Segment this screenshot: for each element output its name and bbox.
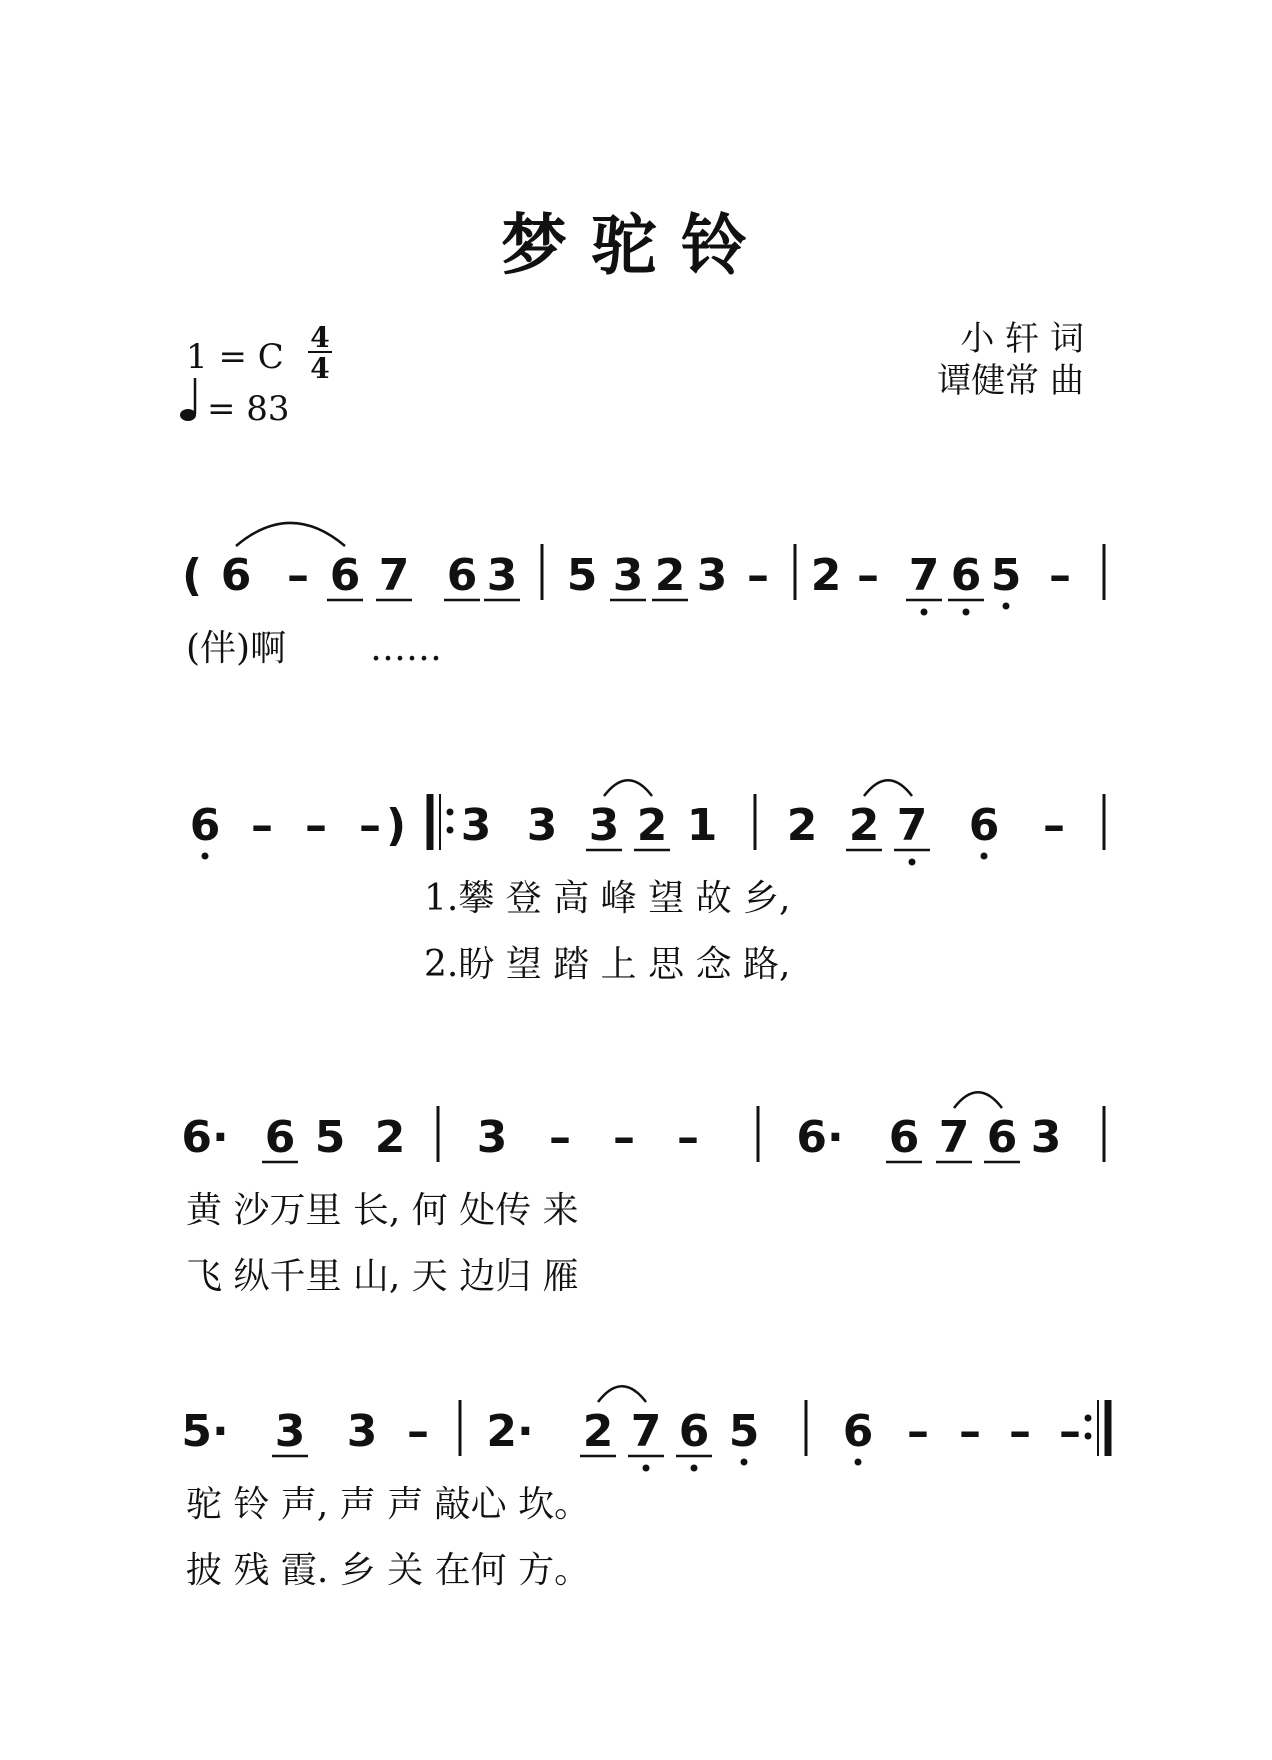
note: – bbox=[959, 1406, 981, 1457]
note: 5 bbox=[728, 1406, 760, 1457]
repeat-dot bbox=[447, 809, 454, 816]
note: – bbox=[251, 800, 273, 851]
tempo: = 83 bbox=[207, 389, 290, 429]
lyric-line: 驼 铃 声, 声 声 敲心 坎。 bbox=[186, 1484, 591, 1525]
note: – bbox=[677, 1112, 699, 1163]
composer-credit: 谭健常 曲 bbox=[937, 361, 1084, 401]
note: – bbox=[305, 800, 327, 851]
note: 7 bbox=[908, 550, 940, 601]
note: 3 bbox=[460, 800, 492, 851]
note: 3 bbox=[612, 550, 644, 601]
note: 5 bbox=[314, 1112, 346, 1163]
note: 6· bbox=[181, 1112, 229, 1163]
note: ) bbox=[385, 800, 407, 851]
octave-dot-below bbox=[909, 859, 916, 866]
note: 3 bbox=[588, 800, 620, 851]
note: ( bbox=[181, 550, 203, 601]
note: 7 bbox=[630, 1406, 662, 1457]
note: 6 bbox=[189, 800, 221, 851]
note: 3 bbox=[1030, 1112, 1062, 1163]
slur bbox=[598, 1386, 646, 1402]
lyric-line: 飞 纵千里 山, 天 边归 雁 bbox=[186, 1256, 579, 1297]
note: 1 bbox=[686, 800, 718, 851]
notation-body bbox=[181, 523, 1108, 1591]
octave-dot-below bbox=[963, 609, 970, 616]
lyric-line: (伴)啊 bbox=[186, 628, 287, 669]
octave-dot-below bbox=[981, 853, 988, 860]
note: 6 bbox=[220, 550, 252, 601]
lyricist-credit: 小 轩 词 bbox=[960, 319, 1084, 359]
note: 7 bbox=[896, 800, 928, 851]
note: 7 bbox=[938, 1112, 970, 1163]
note: 7 bbox=[378, 550, 410, 601]
lyric-line: 黄 沙万里 长, 何 处传 来 bbox=[186, 1190, 579, 1231]
slur bbox=[864, 780, 912, 796]
note: – bbox=[857, 550, 879, 601]
quarter-note-icon bbox=[180, 378, 196, 421]
slur bbox=[954, 1092, 1002, 1108]
note: – bbox=[747, 550, 769, 601]
note: – bbox=[1043, 800, 1065, 851]
note: 6 bbox=[986, 1112, 1018, 1163]
note: 6 bbox=[888, 1112, 920, 1163]
slur bbox=[236, 523, 345, 546]
key-signature: 1 = C bbox=[186, 337, 284, 377]
note: 6 bbox=[968, 800, 1000, 851]
note: 6 bbox=[264, 1112, 296, 1163]
song-title: 梦驼铃 bbox=[501, 207, 771, 284]
octave-dot-below bbox=[643, 1465, 650, 1472]
octave-dot-below bbox=[921, 609, 928, 616]
note: 3 bbox=[346, 1406, 378, 1457]
note: 6 bbox=[446, 550, 478, 601]
note: 2· bbox=[486, 1406, 534, 1457]
octave-dot-below bbox=[855, 1459, 862, 1466]
lyric-line: 披 残 霞. 乡 关 在何 方。 bbox=[186, 1550, 591, 1591]
repeat-dot bbox=[1085, 1415, 1092, 1422]
octave-dot-below bbox=[202, 853, 209, 860]
note: – bbox=[613, 1112, 635, 1163]
octave-dot-below bbox=[1003, 603, 1010, 610]
note: 3 bbox=[274, 1406, 306, 1457]
time-signature-bottom: 4 bbox=[310, 352, 330, 385]
time-signature-top: 4 bbox=[310, 321, 330, 354]
note: 6 bbox=[842, 1406, 874, 1457]
note: 6 bbox=[678, 1406, 710, 1457]
note: 3 bbox=[476, 1112, 508, 1163]
note: 5 bbox=[566, 550, 598, 601]
note: 2 bbox=[636, 800, 668, 851]
note: 3 bbox=[526, 800, 558, 851]
note: – bbox=[1049, 550, 1071, 601]
lyric-line: …… bbox=[370, 628, 442, 669]
note: 2 bbox=[374, 1112, 406, 1163]
repeat-dot bbox=[1085, 1433, 1092, 1440]
note: 2 bbox=[810, 550, 842, 601]
note: 2 bbox=[848, 800, 880, 851]
note: – bbox=[287, 550, 309, 601]
note: 5· bbox=[181, 1406, 229, 1457]
note: – bbox=[549, 1112, 571, 1163]
note: – bbox=[359, 800, 381, 851]
note: 5 bbox=[990, 550, 1022, 601]
note: – bbox=[907, 1406, 929, 1457]
note: – bbox=[407, 1406, 429, 1457]
lyric-line: 1.攀 登 高 峰 望 故 乡, bbox=[424, 878, 791, 919]
note: 3 bbox=[486, 550, 518, 601]
watermark-text bbox=[1000, 1733, 1012, 1747]
note: – bbox=[1059, 1406, 1081, 1457]
note: – bbox=[1009, 1406, 1031, 1457]
note: 3 bbox=[696, 550, 728, 601]
note: 2 bbox=[786, 800, 818, 851]
note: 2 bbox=[654, 550, 686, 601]
note: 6· bbox=[796, 1112, 844, 1163]
note: 6 bbox=[950, 550, 982, 601]
octave-dot-below bbox=[691, 1465, 698, 1472]
slur bbox=[604, 780, 652, 796]
repeat-dot bbox=[447, 827, 454, 834]
note: 6 bbox=[329, 550, 361, 601]
lyric-line: 2.盼 望 踏 上 思 念 路, bbox=[424, 944, 791, 985]
octave-dot-below bbox=[741, 1459, 748, 1466]
note: 2 bbox=[582, 1406, 614, 1457]
